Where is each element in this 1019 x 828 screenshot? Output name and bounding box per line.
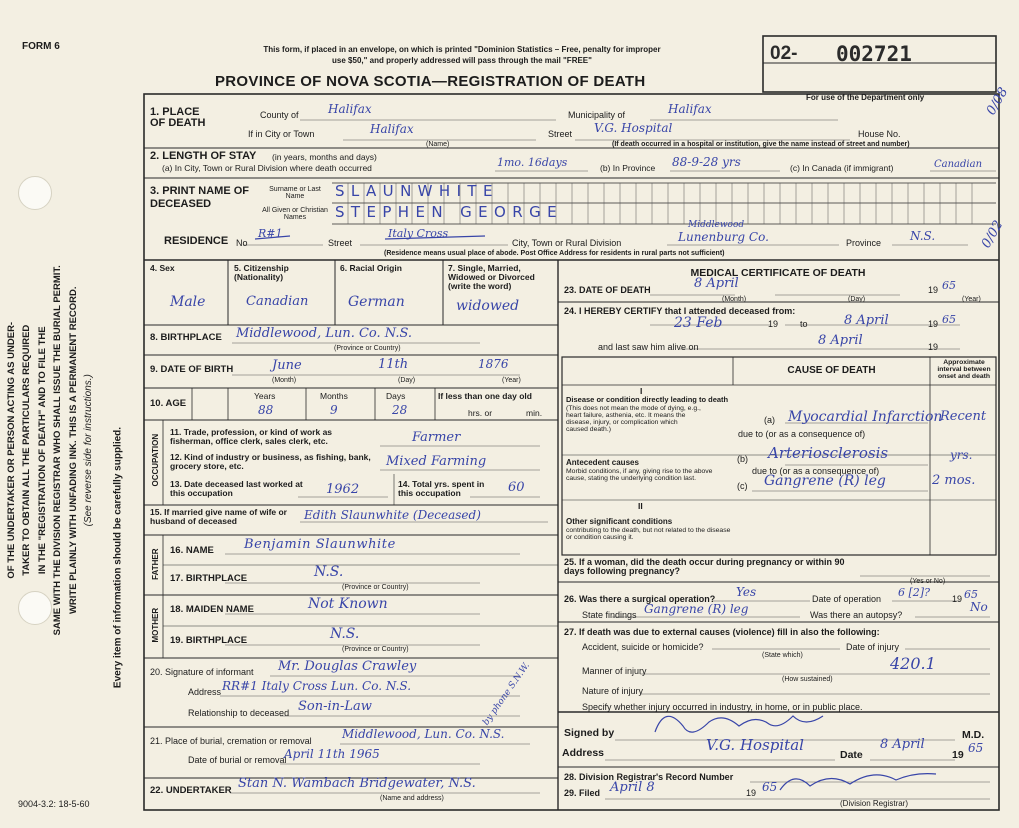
mother-birthplace-label: 19. BIRTHPLACE (170, 635, 248, 646)
house-label: House No. (858, 129, 901, 139)
registration-number: 002721 (836, 42, 912, 66)
marital-label: 7. Single, Married, Widowed or Divorced (write the word) (448, 263, 535, 291)
operation-century: 19 (952, 594, 963, 604)
form-title: PROVINCE OF NOVA SCOTIA—REGISTRATION OF DEATH (215, 73, 646, 90)
citizenship-value[interactable]: Canadian (246, 294, 309, 309)
city-label: If in City or Town (248, 129, 315, 139)
county-label: County of (260, 110, 299, 120)
side-text-line-2: OF THE UNDERTAKER OR PERSON ACTING AS UNDER- (5, 321, 17, 579)
side-text-line-4: IN THE "REGISTRATION OF DEATH" AND TO FILE THE (36, 326, 48, 575)
how-sustained-caption: (How sustained) (782, 676, 833, 683)
certify-label: 24. I HEREBY CERTIFY that I attended deceased from: (564, 306, 796, 316)
sex-label: 4. Sex (150, 263, 175, 273)
antecedent-label: Antecedent causes (566, 458, 639, 467)
father-name-value[interactable]: Benjamin Slaunwhite (244, 537, 396, 552)
mother-birthplace-value[interactable]: N.S. (330, 626, 360, 642)
spouse-label: 15. If married give name of wife or husband of deceased (150, 507, 287, 526)
injury-date-label: Date of injury (846, 642, 900, 652)
residence-street-value[interactable]: Italy Cross (388, 227, 449, 240)
trade-value[interactable]: Farmer (412, 430, 461, 445)
other-conditions-note: contributing to the death, but not related to the disease or condition causing it. (566, 527, 731, 542)
surgical-value[interactable]: Yes (736, 585, 757, 599)
dob-month-caption: (Month) (272, 377, 297, 384)
dob-day[interactable]: 11th (378, 357, 409, 372)
interval-label: Approximate interval between onset and death (937, 359, 991, 381)
medical-title: MEDICAL CERTIFICATE OF DEATH (690, 267, 866, 279)
margin-annotation: 0/02 (978, 218, 1007, 251)
informant-signature-label: 20. Signature of informant (150, 667, 254, 677)
cause-c-interval[interactable]: 2 mos. (932, 473, 976, 488)
death-year-caption: (Year) (962, 296, 981, 303)
total-years-label: 14. Total yrs. spent in this occupation (398, 479, 485, 498)
informant-address-value[interactable]: RR#1 Italy Cross Lun. Co. N.S. (222, 679, 412, 693)
signed-label: Signed by (564, 727, 615, 739)
cause-c-marker: (c) (737, 481, 748, 491)
father-birthplace-value[interactable]: N.S. (314, 564, 344, 580)
father-side-label: FATHER (150, 548, 160, 580)
part-one-label: I (640, 386, 643, 396)
dob-year[interactable]: 1876 (478, 357, 509, 371)
stay-c-label: (c) In Canada (if immigrant) (790, 163, 894, 173)
father-name-label: 16. NAME (170, 545, 214, 556)
death-month-caption: (Month) (722, 296, 747, 303)
age-label: 10. AGE (150, 398, 187, 409)
external-label: 27. If death was due to external causes (violence) fill in also the following: (564, 627, 880, 637)
mother-birthplace-caption: (Province or Country) (342, 646, 409, 653)
autopsy-value[interactable]: No (970, 600, 988, 614)
stay-b-value[interactable]: 88-9-28 yrs (672, 155, 741, 169)
attended-to-year[interactable]: 65 (942, 313, 956, 326)
filed-date[interactable]: April 8 (610, 780, 655, 795)
signed-year[interactable]: 65 (968, 741, 984, 755)
industry-value[interactable]: Mixed Farming (386, 454, 487, 469)
stay-heading: 2. LENGTH OF STAY (150, 150, 257, 162)
dob-day-caption: (Day) (398, 377, 416, 384)
street-value[interactable]: V.G. Hospital (594, 121, 673, 135)
informant-note: by phone S.N.W. (481, 661, 532, 728)
marital-value[interactable]: widowed (456, 298, 520, 314)
disease-note: (This does not mean the mode of dying, e.g., heart failure, asthenia, etc. It means the disease, injury, or complication which caused death.) (566, 405, 701, 434)
burial-place-value[interactable]: Middlewood, Lun. Co. N.S. (342, 727, 505, 741)
manner-code[interactable]: 420.1 (890, 654, 936, 673)
informant-address-label: Address (188, 687, 222, 697)
last-worked-value[interactable]: 1962 (326, 482, 360, 497)
manner-label: Manner of injury (582, 666, 647, 676)
death-date-label: 23. DATE OF DEATH (564, 285, 651, 295)
due-to-label-1: due to (or as a consequence of) (738, 429, 866, 439)
last-saw-label: and last saw him alive on (598, 342, 699, 352)
findings-value[interactable]: Gangrene (R) leg (644, 602, 749, 616)
last-saw-century: 19 (928, 342, 939, 352)
signed-date-value[interactable]: 8 April (880, 737, 925, 752)
deceased-heading: 3. PRINT NAME OF DECEASED (150, 185, 250, 210)
cause-b-marker: (b) (737, 454, 748, 464)
cause-b-value[interactable]: Arteriosclerosis (768, 444, 889, 462)
part-two-label: II (638, 501, 643, 511)
undertaker-value[interactable]: Stan N. Wambach Bridgewater, N.S. (238, 776, 476, 791)
filed-century: 19 (746, 788, 757, 798)
spouse-value[interactable]: Edith Slaunwhite (Deceased) (304, 508, 481, 522)
father-birthplace-label: 17. BIRTHPLACE (170, 573, 248, 584)
residence-province-label: Province (846, 238, 882, 248)
operation-date-label: Date of operation (812, 594, 882, 604)
disease-label: Disease or condition directly leading to death (566, 395, 729, 404)
informant-relationship-label: Relationship to deceased (188, 708, 290, 718)
residence-province-value[interactable]: N.S. (910, 229, 936, 243)
surgical-label: 26. Was there a surgical operation? (564, 594, 716, 604)
birthplace-value[interactable]: Middlewood, Lun. Co. N.S. (236, 326, 413, 341)
cause-a-value[interactable]: Myocardial Infarction (788, 409, 943, 425)
cause-c-value[interactable]: Gangrene (R) leg (764, 473, 886, 489)
informant-relationship-value[interactable]: Son-in-Law (298, 699, 372, 714)
occupation-side-label: OCCUPATION (150, 433, 160, 487)
residence-no-value[interactable]: R#1 (258, 227, 283, 240)
mother-maiden-value[interactable]: Not Known (308, 596, 388, 612)
side-text-line-7: (See reverse side for instructions.) (82, 374, 94, 527)
birthplace-label: 8. BIRTHPLACE (150, 332, 222, 343)
trade-label: 11. Trade, profession, or kind of work as fisherman, office clerk, sales clerk, etc. (170, 427, 333, 446)
undertaker-label: 22. UNDERTAKER (150, 785, 232, 796)
stay-b-label: (b) In Province (600, 163, 656, 173)
father-birthplace-caption: (Province or Country) (342, 584, 409, 591)
burial-date-label: Date of burial or removal (188, 755, 287, 765)
residence-no-label: No (236, 238, 248, 248)
racial-value[interactable]: German (348, 294, 405, 310)
age-min-label: min. (526, 408, 543, 418)
last-worked-label: 13. Date deceased last worked at this occupation (170, 479, 303, 498)
state-which-caption: (State which) (762, 652, 803, 659)
side-instructions (0, 170, 96, 730)
stay-c-value[interactable]: Canadian (934, 159, 983, 170)
signed-century: 19 (952, 749, 964, 761)
residence-street-label: Street (328, 238, 353, 248)
envelope-note-1: This form, if placed in an envelope, on which is printed "Dominion Statistics – Free, penalty for improper (263, 45, 661, 54)
residence-note: (Residence means usual place of abode. Post Office Address for residents in rural parts not sufficient) (384, 250, 725, 257)
given-value[interactable]: STEPHEN GEORGE (335, 203, 563, 221)
hospital-note: (If death occurred in a hospital or institution, give the name instead of street and number) (612, 141, 910, 148)
surname-value[interactable]: SLAUNWHITE (335, 182, 499, 200)
residence-city-label: City, Town or Rural Division (512, 238, 622, 248)
last-saw-value[interactable]: 8 April (818, 333, 863, 348)
stay-heading-note: (in years, months and days) (272, 152, 377, 162)
department-use-label: For use of the Department only (806, 93, 925, 102)
name-caption: (Name) (426, 141, 450, 148)
age-years-label: Years (254, 391, 276, 401)
specify-label: Specify whether injury occurred in industry, in home, or in public place. (582, 702, 863, 712)
burial-place-label: 21. Place of burial, cremation or removal (150, 736, 312, 746)
mother-side-label: MOTHER (150, 607, 160, 643)
cause-a-marker: (a) (764, 415, 775, 425)
birthplace-caption: (Province or Country) (334, 345, 401, 352)
yes-no-caption: (Yes or No) (910, 578, 946, 585)
death-year[interactable]: 65 (942, 279, 956, 292)
industry-label: 12. Kind of industry or business, as fishing, bank, grocery store, etc. (170, 452, 371, 471)
sex-value[interactable]: Male (170, 294, 206, 310)
death-day-caption: (Day) (848, 296, 866, 303)
age-years-value[interactable]: 88 (258, 403, 274, 417)
city-value[interactable]: Halifax (370, 122, 414, 136)
registrar-caption: (Division Registrar) (840, 799, 909, 808)
age-days-value[interactable]: 28 (392, 403, 408, 417)
autopsy-label: Was there an autopsy? (810, 610, 903, 620)
cause-b-interval[interactable]: yrs. (950, 448, 973, 462)
filed-year[interactable]: 65 (762, 780, 778, 794)
given-label: All Given or Christian Names (262, 207, 328, 222)
form-number: FORM 6 (22, 41, 60, 52)
woman-question: 25. If a woman, did the death occur during pregnancy or within 90 days following pregnancy? (564, 557, 845, 577)
place-heading: 1. PLACE OF DEATH (150, 106, 206, 129)
death-century: 19 (928, 285, 939, 295)
age-months-label: Months (320, 391, 348, 401)
physician-address-value[interactable]: V.G. Hospital (706, 736, 804, 754)
side-text-line-5: SAME WITH THE DIVISION REGISTRAR WHO SHALL ISSUE THE BURIAL PERMIT. (51, 265, 63, 636)
department-code: 0/08 (983, 85, 1012, 118)
dob-label: 9. DATE OF BIRTH (150, 364, 234, 375)
physician-address-label: Address (562, 747, 605, 759)
attended-from[interactable]: 23 Feb (674, 315, 723, 331)
operation-date-value[interactable]: 6 [2]? (898, 586, 930, 599)
md-label: M.D. (962, 729, 985, 741)
side-text-line-6: WRITE PLAINLY WITH UNFADING INK. THIS IS A PERMANENT RECORD. (67, 286, 79, 615)
age-hrs-label: hrs. or (468, 408, 493, 418)
registration-prefix: 02- (770, 43, 798, 64)
residence-heading: RESIDENCE (164, 235, 229, 247)
age-months-value[interactable]: 9 (330, 403, 338, 417)
other-conditions-label: Other significant conditions (566, 517, 673, 526)
footer-code: 9004-3.2: 18-5-60 (18, 799, 90, 809)
residence-city-above[interactable]: Middlewood (688, 220, 745, 230)
dob-month[interactable]: June (272, 358, 302, 373)
signed-date-label: Date (840, 749, 863, 761)
municipality-value[interactable]: Halifax (668, 102, 712, 116)
cause-title: CAUSE OF DEATH (787, 365, 876, 376)
side-text-line-3: TAKER TO OBTAIN ALL THE PARTICULARS REQUIRED (20, 324, 32, 576)
residence-city-value[interactable]: Lunenburg Co. (678, 230, 769, 244)
due-to-label-2: due to (or as a consequence of) (752, 466, 880, 476)
surname-label: Surname or Last Name (269, 186, 321, 201)
stay-a-label: (a) In City, Town or Rural Division where death occurred (162, 163, 372, 173)
attended-century-2: 19 (928, 319, 939, 329)
age-days-label: Days (386, 391, 406, 401)
age-less-day-label: If less than one day old (438, 391, 532, 401)
dob-year-caption: (Year) (502, 377, 521, 384)
to-label: to (800, 319, 808, 329)
attended-to[interactable]: 8 April (844, 313, 889, 328)
street-label: Street (548, 129, 573, 139)
mother-maiden-label: 18. MAIDEN NAME (170, 604, 254, 615)
side-instructions-note: Every item of information should be carefully supplied. (112, 426, 124, 689)
stay-a-value[interactable]: 1mo. 16days (497, 156, 568, 169)
county-value[interactable]: Halifax (328, 102, 372, 116)
municipality-label: Municipality of (568, 110, 626, 120)
total-years-value[interactable]: 60 (508, 480, 525, 495)
undertaker-caption: (Name and address) (380, 795, 444, 802)
operation-year[interactable]: 65 (964, 588, 978, 601)
citizenship-label: 5. Citizenship (Nationality) (234, 263, 289, 282)
findings-label: State findings (582, 610, 637, 620)
attended-century-1: 19 (768, 319, 779, 329)
division-record-label: 28. Division Registrar's Record Number (564, 772, 734, 782)
burial-date-value[interactable]: April 11th 1965 (284, 747, 380, 761)
accident-label: Accident, suicide or homicide? (582, 642, 704, 652)
nature-label: Nature of injury (582, 686, 644, 696)
cause-a-interval[interactable]: Recent (940, 409, 987, 424)
filed-label: 29. Filed (564, 788, 601, 798)
racial-label: 6. Racial Origin (340, 263, 402, 273)
antecedent-note: Morbid conditions, if any, giving rise to the above cause, stating the underlying condition last. (566, 468, 713, 483)
death-date-value[interactable]: 8 April (694, 276, 739, 291)
envelope-note-2: use $50," and properly addressed will pass through the mail "FREE" (332, 56, 592, 65)
informant-signature-value[interactable]: Mr. Douglas Crawley (278, 659, 417, 674)
